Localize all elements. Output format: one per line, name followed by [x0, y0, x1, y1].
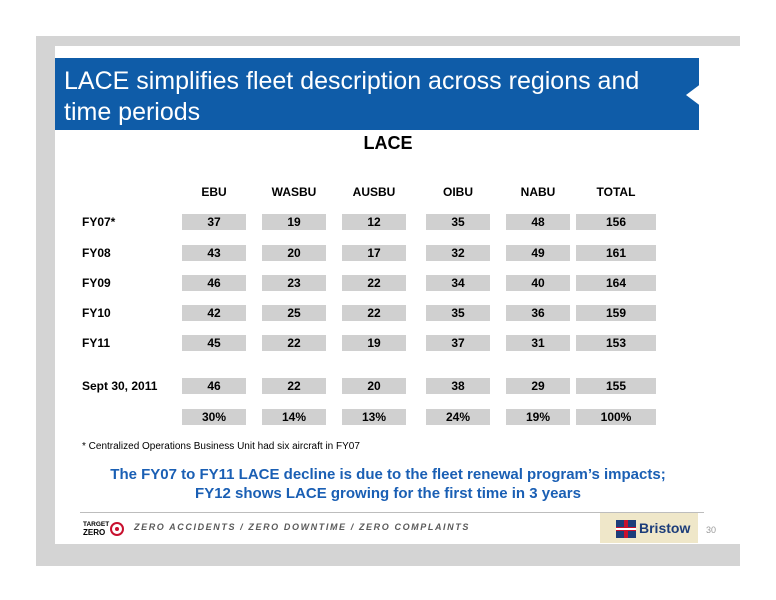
bristow-flag-icon — [616, 520, 636, 538]
table-cell: 155 — [576, 378, 656, 394]
table-cell: 22 — [262, 378, 326, 394]
table-cell: 153 — [576, 335, 656, 351]
table-cell: 161 — [576, 245, 656, 261]
table-cell: 36 — [506, 305, 570, 321]
table-cell: 46 — [182, 275, 246, 291]
column-header: TOTAL — [596, 185, 636, 199]
table-cell: 37 — [182, 214, 246, 230]
conclusion-text — [0, 465, 776, 503]
table-cell: 37 — [426, 335, 490, 351]
logo-text-bottom: ZERO — [83, 528, 106, 537]
column-header: WASBU — [271, 185, 317, 199]
page-number: 30 — [706, 525, 717, 535]
table-cell: 19 — [342, 335, 406, 351]
row-label: FY07* — [82, 215, 116, 229]
table-cell: 22 — [342, 305, 406, 321]
row-label: FY11 — [82, 336, 111, 350]
table-cell: 29 — [506, 378, 570, 394]
table-cell: 40 — [506, 275, 570, 291]
column-header: EBU — [201, 185, 227, 199]
conclusion-line-2: FY12 shows LACE growing for the first time in 3 years — [195, 485, 581, 502]
column-header: OIBU — [443, 185, 473, 199]
table-cell: 13% — [342, 409, 406, 425]
table-cell: 20 — [342, 378, 406, 394]
table-cell: 43 — [182, 245, 246, 261]
table-cell: 30% — [182, 409, 246, 425]
table-cell: 48 — [506, 214, 570, 230]
table-cell: 14% — [262, 409, 326, 425]
table-cell: 164 — [576, 275, 656, 291]
table-cell: 35 — [426, 305, 490, 321]
table-cell: 25 — [262, 305, 326, 321]
table-cell: 159 — [576, 305, 656, 321]
table-cell: 35 — [426, 214, 490, 230]
table-cell: 46 — [182, 378, 246, 394]
table-cell: 24% — [426, 409, 490, 425]
target-zero-logo — [82, 518, 124, 538]
table-cell: 42 — [182, 305, 246, 321]
table-cell: 23 — [262, 275, 326, 291]
table-cell: 100% — [576, 409, 656, 425]
bristow-brand: Bristow — [639, 520, 691, 536]
table-cell: 38 — [426, 378, 490, 394]
table-cell: 17 — [342, 245, 406, 261]
row-label: FY08 — [82, 246, 111, 260]
table-cell: 156 — [576, 214, 656, 230]
table-cell: 32 — [426, 245, 490, 261]
table-cell: 19% — [506, 409, 570, 425]
table-cell: 22 — [342, 275, 406, 291]
table-cell: 19 — [262, 214, 326, 230]
table-cell: 45 — [182, 335, 246, 351]
table-cell: 31 — [506, 335, 570, 351]
table-cell: 20 — [262, 245, 326, 261]
logo-text-top: TARGET — [83, 521, 110, 528]
conclusion-line-1: The FY07 to FY11 LACE decline is due to the fleet renewal program’s impacts; — [110, 466, 666, 483]
table-cell: 22 — [262, 335, 326, 351]
footer-tagline: ZERO ACCIDENTS / ZERO DOWNTIME / ZERO COMPLAINTS — [134, 522, 470, 532]
table-cell: 49 — [506, 245, 570, 261]
table-cell: 12 — [342, 214, 406, 230]
slide-title: LACE simplifies fleet description across regions and time periods — [64, 67, 640, 126]
row-label: FY09 — [82, 276, 111, 290]
table-cell: 34 — [426, 275, 490, 291]
column-header: AUSBU — [352, 185, 396, 199]
row-label: FY10 — [82, 306, 111, 320]
row-label: Sept 30, 2011 — [82, 379, 158, 393]
table-title: LACE — [363, 133, 413, 153]
footnote: * Centralized Operations Business Unit had six aircraft in FY07 — [82, 441, 360, 452]
column-header: NABU — [520, 185, 556, 199]
